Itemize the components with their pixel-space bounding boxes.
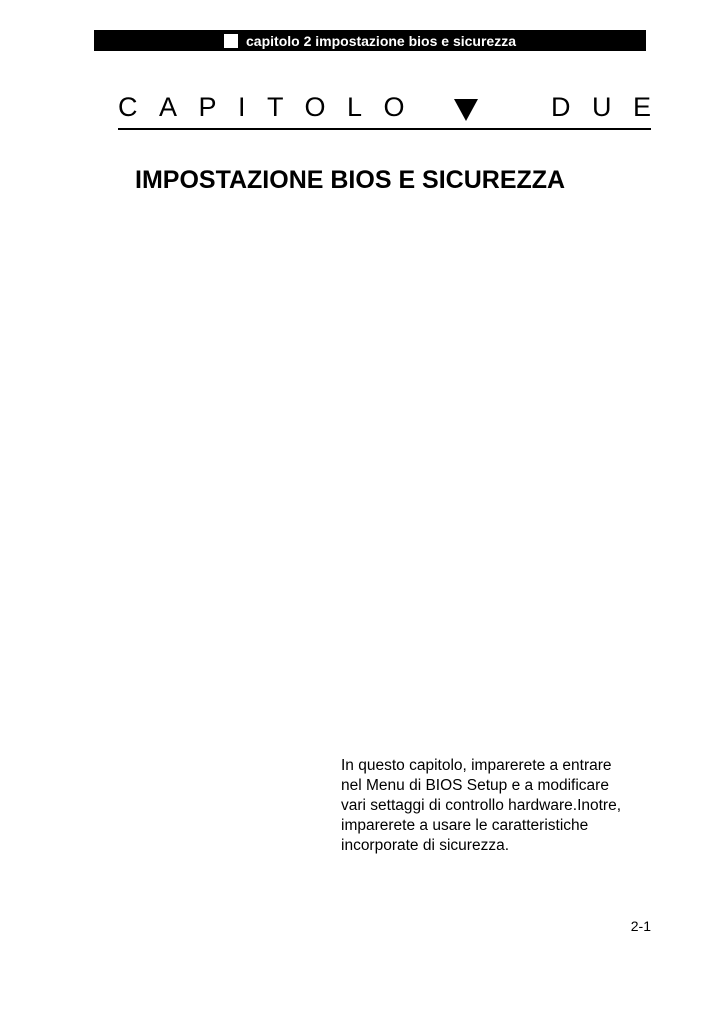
intro-line: In questo capitolo, imparerete a entrare	[341, 757, 612, 774]
intro-line: incorporate di sicurezza.	[341, 837, 509, 854]
intro-line: nel Menu di BIOS Setup e a modificare	[341, 777, 609, 794]
running-header	[94, 30, 646, 51]
chapter-title: IMPOSTAZIONE BIOS E SICUREZZA	[135, 166, 566, 194]
chapter-intro-paragraph	[341, 756, 661, 856]
chapter-heading	[118, 92, 673, 130]
intro-line: vari settaggi di controllo hardware.Inotre,	[341, 797, 622, 814]
intro-line: imparerete a usare le caratteristiche	[341, 817, 589, 834]
square-bullet-icon	[224, 34, 238, 48]
chapter-number-word: DUE	[550, 92, 673, 122]
chapter-word: CAPITOLO	[118, 92, 427, 122]
down-triangle-icon	[454, 99, 478, 121]
running-header-text: capitolo 2 impostazione bios e sicurezza	[246, 32, 516, 49]
page-number: 2-1	[630, 918, 651, 934]
